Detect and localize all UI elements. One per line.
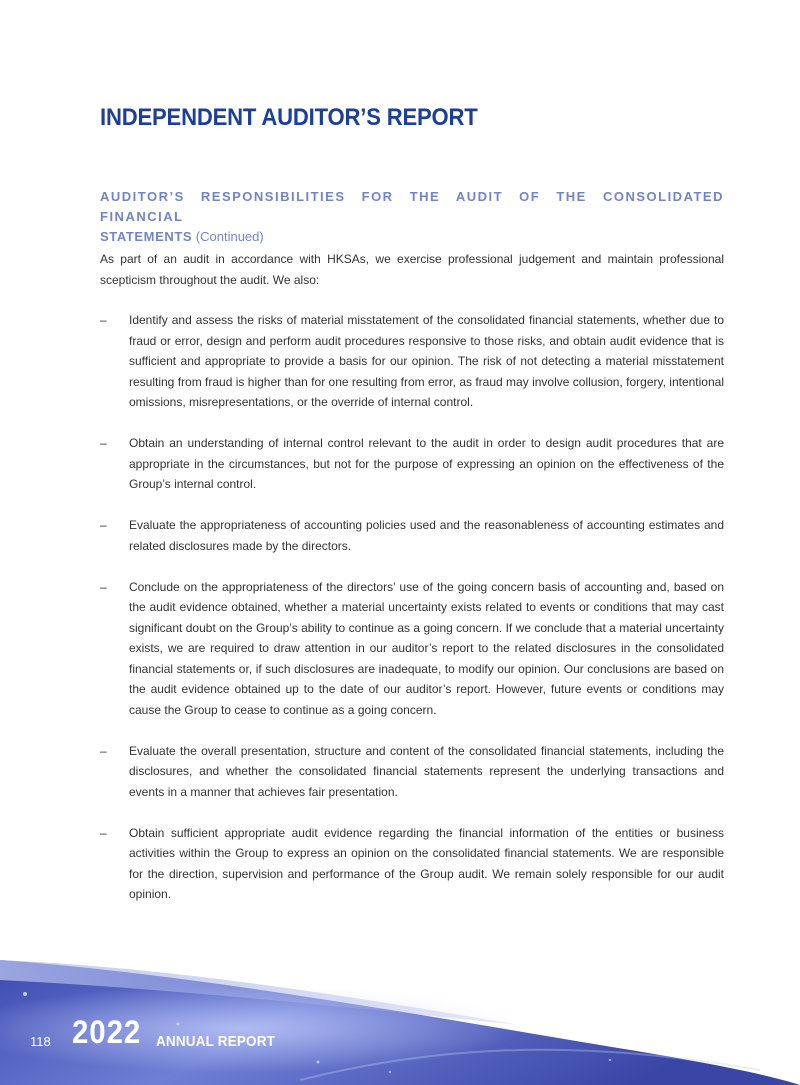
list-item [100, 741, 724, 803]
list-item-text: Evaluate the appropriateness of accounting policies used and the reasonableness of accounting estimates and related disclosures made by the directors. [129, 518, 724, 553]
report-label: ANNUAL REPORT [156, 1033, 276, 1050]
list-item [100, 823, 724, 905]
list-item [100, 310, 724, 413]
list-item-text: Identify and assess the risks of material misstatement of the consolidated financial statements, whether due to fraud or error, design and perform audit procedures responsive to those risks, and obtain audit evidence that is sufficient and appropriate to provide a basis for our opinion. The risk of not detecting a material misstatement resulting from fraud is higher than for one resulting from error, as fraud may involve collusion, forgery, intentional omissions, misrepresentations, or the override of internal control. [129, 313, 724, 409]
list-item-text: Obtain an understanding of internal control relevant to the audit in order to design audit procedures that are appropriate in the circumstances, but not for the purpose of expressing an opinion on the effectiveness of the Group’s internal control. [129, 436, 724, 491]
auditor-responsibilities-section [100, 187, 724, 925]
intro-paragraph: As part of an audit in accordance with HKSAs, we exercise professional judgement and maintain professional scepticism throughout the audit. We also: [100, 252, 724, 287]
list-item-text: Obtain sufficient appropriate audit evidence regarding the financial information of the entities or business activities within the Group to express an opinion on the consolidated financial statements. We are responsible for the direction, supervision and performance of the Group audit. We remain solely responsible for our audit opinion. [129, 825, 724, 901]
list-item [100, 577, 724, 721]
report-year: 2022 [72, 1014, 142, 1050]
bullet-dash: – [100, 743, 107, 758]
page-number: 118 [30, 1034, 51, 1049]
section-heading [100, 187, 724, 247]
section-heading-suffix: (Continued) [192, 229, 264, 244]
responsibilities-list [100, 310, 724, 905]
list-item-text: Evaluate the overall presentation, structure and content of the consolidated financial statements, including the disclosures, and whether the consolidated financial statements represent the underlying transactions and events in a manner that achieves fair presentation. [129, 743, 724, 799]
page-title: INDEPENDENT AUDITOR’S REPORT [100, 104, 478, 131]
list-item-text: Conclude on the appropriateness of the directors’ use of the going concern basis of accounting and, based on the audit evidence obtained, whether a material uncertainty exists related to events or conditions that may cast significant doubt on the Group’s ability to continue as a going concern. If we conclude that a material uncertainty exists, we are required to draw attention in our auditor’s report to the related disclosures in the consolidated financial statements or, if such disclosures are inadequate, to modify our opinion. Our conclusions are based on the audit evidence obtained up to the date of our auditor’s report. However, future events or conditions may cause the Group to cease to continue as a going concern. [129, 579, 724, 717]
bullet-dash: – [100, 579, 107, 594]
list-item [100, 433, 724, 495]
bullet-dash: – [100, 313, 107, 327]
list-item [100, 515, 724, 556]
bullet-dash: – [100, 518, 107, 532]
footer-decorative-band [0, 920, 800, 1085]
section-heading-line1: AUDITOR’S RESPONSIBILITIES FOR THE AUDIT OF THE CONSOLIDATED FINANCIAL [100, 189, 724, 224]
bullet-dash: – [100, 825, 107, 840]
bullet-dash: – [100, 436, 107, 450]
section-heading-line2: STATEMENTS [100, 229, 193, 244]
